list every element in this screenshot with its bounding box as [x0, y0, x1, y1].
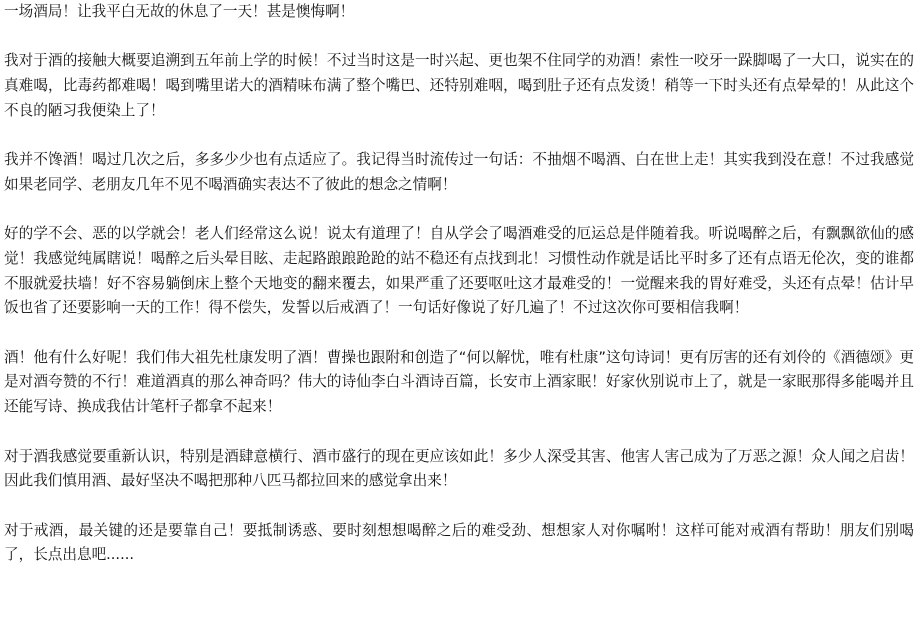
- paragraph-drunk-effects: 好的学不会、恶的以学就会！老人们经常这么说！说太有道理了！自从学会了喝酒难受的厄运总是伴随着我。听说喝醉之后，有飘飘欲仙的感觉！我感觉纯属瞎说！喝醉之后头晕目眩、走起路踉踉跄跄的站不稳还有点找到北！习惯性动作就是话比平时多了还有点语无伦次，变的谁都不服就爱扶墙！好不容易躺倒床上整个天地变的翻来覆去，如果严重了还要呕吐这才最难受的！一觉醒来我的胃好难受，头还有点晕！估计早饭也省了还要影响一天的工作！得不偿失，发誓以后戒酒了！一句话好像说了好几遍了！不过这次你可要相信我啊！: [4, 225, 914, 317]
- paragraph-intro: 一场酒局！让我平白无故的休息了一天！甚是懊悔啊！: [4, 3, 355, 20]
- paragraph-history-of-wine: 酒！他有什么好呢！我们伟大祖先杜康发明了酒！曹操也跟附和创造了“何以解忧，唯有杜康”这句诗词！更有厉害的还有刘伶的《酒德颂》更是对酒夸赞的不行！难道酒真的那么神奇吗？伟大的诗仙李白斗酒诗百篇，长安市上酒家眠！好家伙别说市上了，就是一家眠那得多能喝并且还能写诗、换成我估计笔杆子都拿不起来！: [4, 348, 914, 416]
- paragraph-not-craving: 我并不馋酒！喝过几次之后，多多少少也有点适应了。我记得当时流传过一句话：不抽烟不喝酒、白在世上走！其实我到没在意！不过我感觉如果老同学、老朋友几年不见不喝酒确实表达不了彼此的想念之情啊！: [4, 151, 914, 193]
- paragraph-rethink-alcohol: 对于酒我感觉要重新认识，特别是酒肆意横行、酒市盛行的现在更应该如此！多少人深受其害、他害人害己成为了万恶之源！众人闻之启齿！因此我们慎用酒、最好坚决不喝把那种八匹马都拉回来的感觉拿出来！: [4, 447, 914, 490]
- paragraph-first-drink: 我对于酒的接触大概要追溯到五年前上学的时候！不过当时这是一时兴起、更也架不住同学的劝酒！索性一咬牙一跺脚喝了一大口，说实在的真难喝，比毒药都难喝！喝到嘴里诺大的酒精味布满了整个嘴巴、还特别难咽，喝到肚子还有点发烫！稍等一下时头还有点晕晕的！从此这个不良的陋习我便染上了！: [4, 52, 914, 119]
- article-body: [4, 0, 914, 593]
- paragraph-quit-advice: 对于戒酒，最关键的还是要靠自己！要抵制诱惑、要时刻想想喝醉之后的难受劲、想想家人对你嘱咐！这样可能对戒酒有帮助！朋友们别喝了，长点出息吧......: [4, 521, 914, 564]
